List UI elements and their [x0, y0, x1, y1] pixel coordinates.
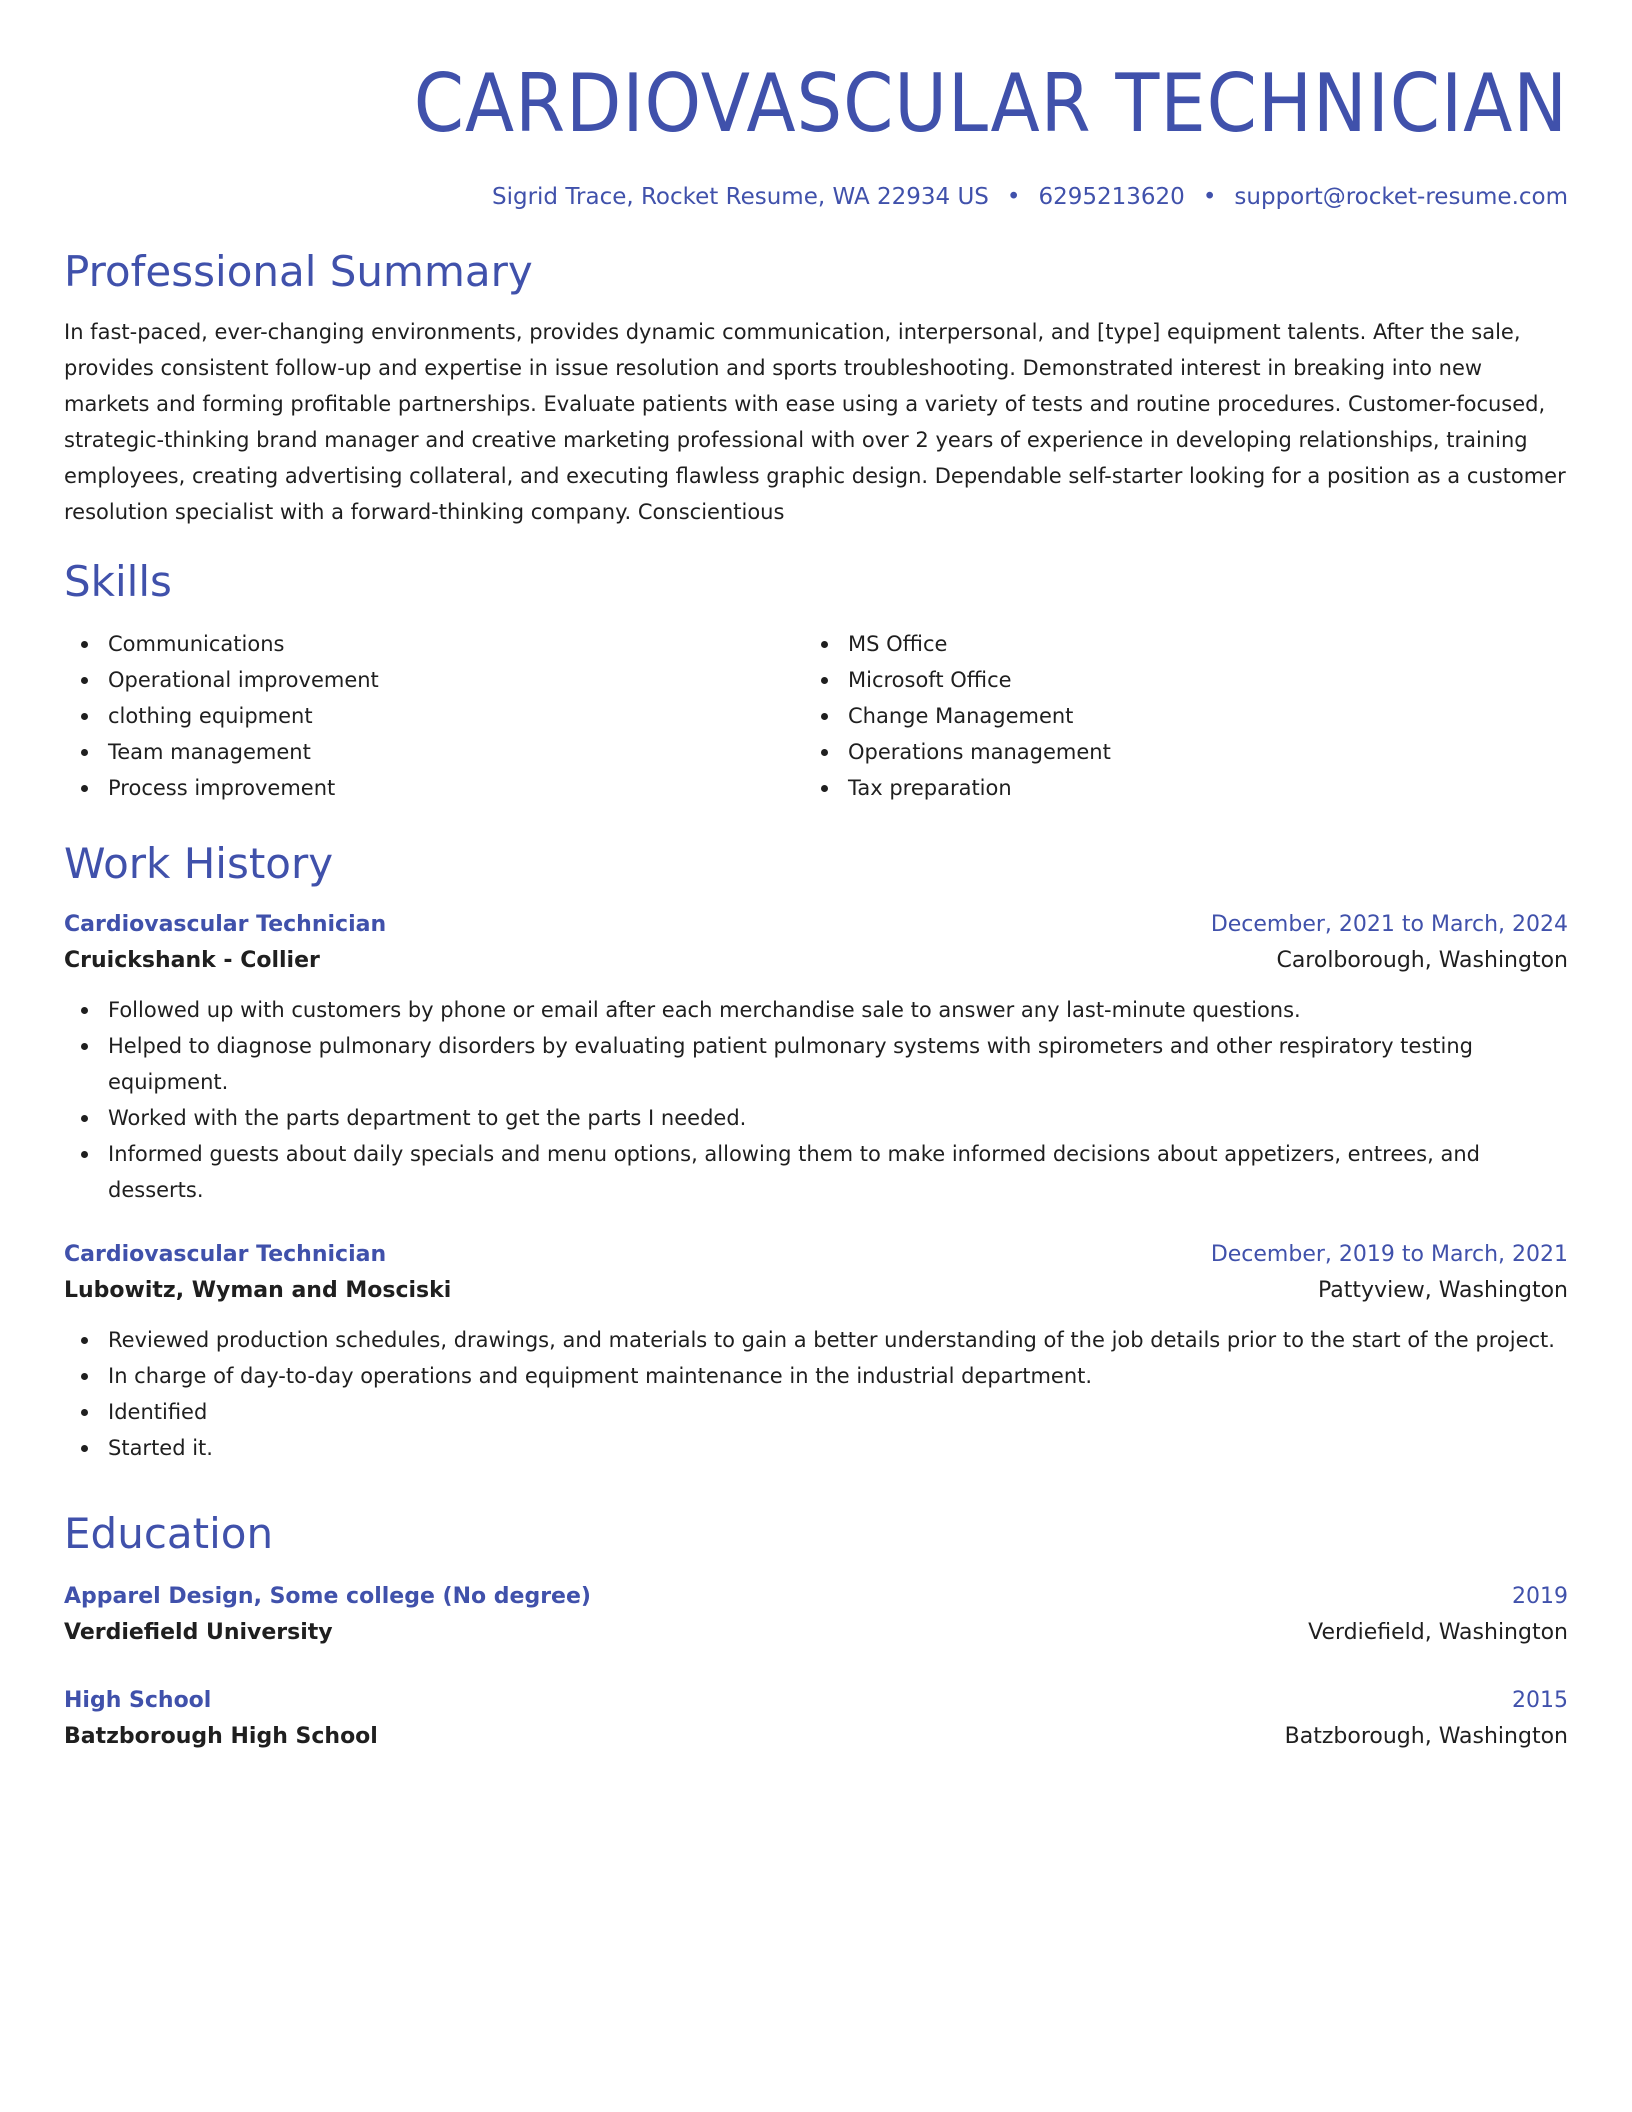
education-school-row: [64, 1614, 1568, 1652]
skills-columns: [64, 626, 1568, 806]
job-bullets: [64, 992, 1568, 1208]
skill-item: Operational improvement: [64, 662, 804, 698]
education-location: Batzborough, Washington: [1284, 1724, 1568, 1749]
job-role: Cardiovascular Technician: [64, 1242, 387, 1267]
skill-item: Communications: [64, 626, 804, 662]
skills-list-left: [64, 626, 804, 806]
skill-item: Change Management: [804, 698, 1544, 734]
job-bullet: In charge of day-to-day operations and equipment maintenance in the industrial department.: [64, 1358, 1568, 1394]
resume-header: [64, 56, 1568, 212]
education-header-row: [64, 1684, 1568, 1718]
skill-item: Microsoft Office: [804, 662, 1544, 698]
contact-phone: 6295213620: [1038, 184, 1185, 210]
education-location: Verdiefield, Washington: [1308, 1620, 1568, 1645]
job-title-heading: CARDIOVASCULAR TECHNICIAN: [413, 57, 1568, 150]
job-bullets: [64, 1322, 1568, 1466]
job-dates: December, 2021 to March, 2024: [1210, 912, 1568, 937]
education-entry: [64, 1580, 1568, 1652]
job-header-row: [64, 1238, 1568, 1272]
skill-item: Operations management: [804, 734, 1544, 770]
skills-list-right: [804, 626, 1544, 806]
summary-heading: Professional Summary: [64, 247, 533, 296]
job-bullet: Helped to diagnose pulmonary disorders by evaluating patient pulmonary systems with spirometers and other respiratory testing equipment.: [64, 1028, 1568, 1100]
job-company-row: [64, 1272, 1568, 1310]
job-bullet: Followed up with customers by phone or email after each merchandise sale to answer any last-minute questions.: [64, 992, 1568, 1028]
contact-separator: •: [1006, 184, 1021, 210]
skills-heading: Skills: [64, 557, 172, 606]
job-company: Lubowitz, Wyman and Mosciski: [64, 1278, 452, 1303]
education-section: [64, 1508, 1568, 1756]
education-degree: Apparel Design, Some college (No degree): [64, 1584, 591, 1609]
work-history-heading: Work History: [64, 839, 334, 888]
job-bullet: Worked with the parts department to get the parts I needed.: [64, 1100, 1568, 1136]
education-entry: [64, 1684, 1568, 1756]
education-school: Verdiefield University: [64, 1620, 333, 1645]
contact-email: support@rocket-resume.com: [1234, 184, 1568, 210]
education-heading: Education: [64, 1509, 274, 1558]
skill-item: Team management: [64, 734, 804, 770]
education-school-row: [64, 1718, 1568, 1756]
job-dates: December, 2019 to March, 2021: [1210, 1242, 1568, 1267]
job-role: Cardiovascular Technician: [64, 912, 387, 937]
skill-item: MS Office: [804, 626, 1544, 662]
education-year: 2015: [1512, 1688, 1568, 1713]
skill-item: Process improvement: [64, 770, 804, 806]
education-degree: High School: [64, 1688, 212, 1713]
work-history-section: [64, 838, 1568, 1466]
contact-line: [64, 182, 1568, 212]
contact-address: Sigrid Trace, Rocket Resume, WA 22934 US: [492, 184, 989, 210]
job-entry: [64, 908, 1568, 1208]
job-entry: [64, 1238, 1568, 1466]
job-bullet: Informed guests about daily specials and menu options, allowing them to make informed decisions about appetizers, entrees, and desserts.: [64, 1136, 1568, 1208]
education-school: Batzborough High School: [64, 1724, 378, 1749]
job-bullet: Started it.: [64, 1430, 1568, 1466]
education-header-row: [64, 1580, 1568, 1614]
job-location: Carolborough, Washington: [1276, 948, 1568, 973]
skill-item: Tax preparation: [804, 770, 1544, 806]
job-location: Pattyview, Washington: [1318, 1278, 1568, 1303]
skills-section: [64, 556, 1568, 806]
summary-section: [64, 246, 1568, 530]
summary-text: In fast-paced, ever-changing environments, provides dynamic communication, interpersonal, and [type] equipment talents. After the sale, provides consistent follow-up and expertise in issue resolution and sports troubleshooting. Demonstrated interest in breaking into new markets and forming profitable partnerships. Evaluate patients with ease using a variety of tests and routine procedures. Customer-focused, strategic-thinking brand manager and creative marketing professional with over 2 years of experience in developing relationships, training employees, creating advertising collateral, and executing flawless graphic design. Dependable self-starter looking for a position as a customer resolution specialist with a forward-thinking company. Conscientious: [64, 320, 1566, 524]
contact-separator: •: [1202, 184, 1217, 210]
job-bullet: Reviewed production schedules, drawings, and materials to gain a better understanding of the job details prior to the start of the project.: [64, 1322, 1568, 1358]
education-year: 2019: [1512, 1584, 1568, 1609]
job-company-row: [64, 942, 1568, 980]
job-bullet: Identified: [64, 1394, 1568, 1430]
skill-item: clothing equipment: [64, 698, 804, 734]
job-header-row: [64, 908, 1568, 942]
job-company: Cruickshank - Collier: [64, 948, 320, 973]
